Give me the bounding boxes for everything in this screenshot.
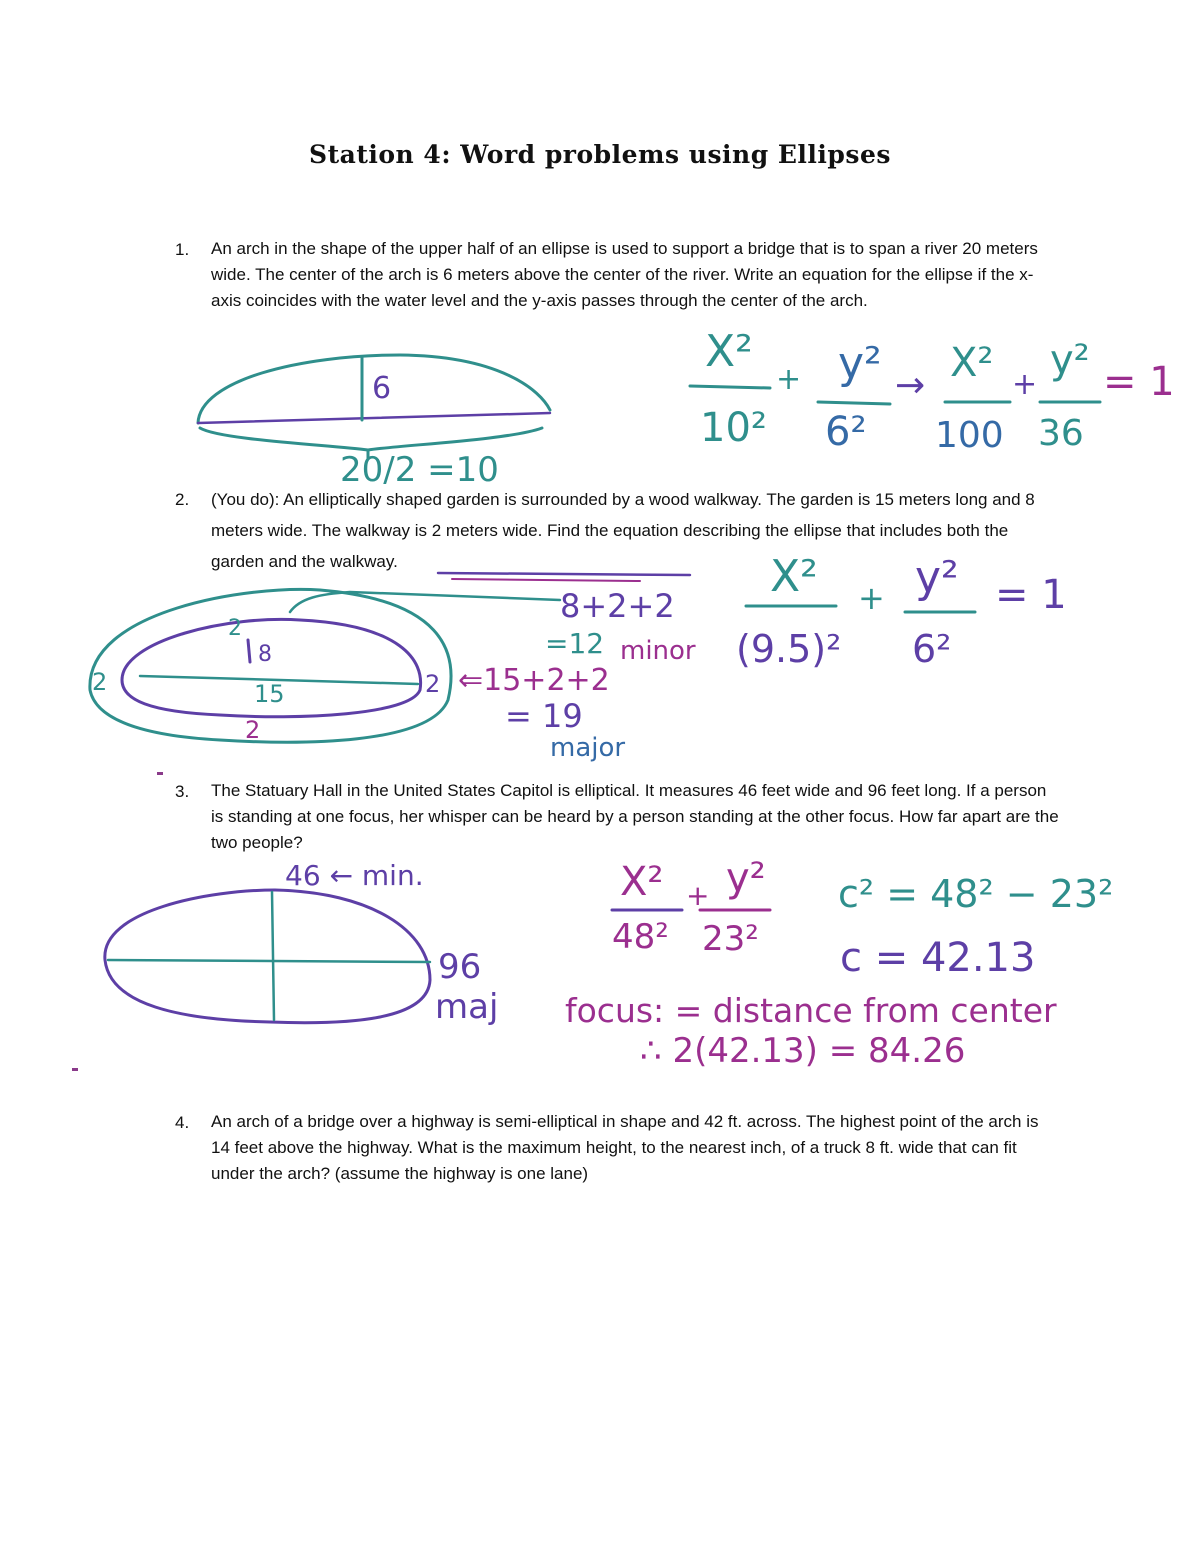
p2-label-top: 2 xyxy=(228,616,242,641)
p1-eq1-xden: 10² xyxy=(700,405,767,451)
p2-label-right: 2 xyxy=(425,670,441,698)
stray-mark xyxy=(72,1068,78,1071)
p3-ellipse-sketch xyxy=(105,890,430,1023)
p1-eq1-yden: 6² xyxy=(825,409,867,455)
p2-label-8: 8 xyxy=(258,642,272,667)
p1-eq1-x: X² xyxy=(705,326,753,377)
stray-mark xyxy=(157,772,163,775)
p3-eq-x: X² xyxy=(620,859,664,905)
p2-minor-result: =12 xyxy=(545,627,605,660)
p2-major-calc: ⇐15+2+2 xyxy=(458,663,610,698)
p3-eq-plus: + xyxy=(686,879,710,912)
p1-eq2-yden: 36 xyxy=(1038,413,1084,454)
page-title: Station 4: Word problems using Ellipses xyxy=(309,140,891,169)
p1-eq1-plus: + xyxy=(776,362,802,397)
p2-eq-y: y² xyxy=(915,552,959,603)
p3-minor-label: 46 ← min. xyxy=(285,859,424,892)
problem-1-text: An arch in the shape of the upper half of an ellipse is used to support a bridge that is to span a river 20 meters wide. The center of the arch is 6 meters above the center of the river. Write an equation for the ellipse if the x-axis coincides with the water level and the y-axis passes through the center of the arch. xyxy=(211,239,1038,310)
p2-label-left: 2 xyxy=(92,668,108,696)
problem-3-number: 3. xyxy=(175,782,190,801)
problem-2-number: 2. xyxy=(175,490,190,509)
p3-eq-y: y² xyxy=(726,855,766,901)
p2-major-word: major xyxy=(550,733,626,763)
p1-eq2-y: y² xyxy=(1050,337,1090,383)
p2-minor-word: minor xyxy=(620,636,696,666)
p2-eq-yden: 6² xyxy=(912,627,952,671)
p2-minor-calc: 8+2+2 xyxy=(560,587,675,625)
p2-major-result: = 19 xyxy=(505,697,583,735)
p1-eq2-xden: 100 xyxy=(935,415,1004,456)
p2-label-15: 15 xyxy=(254,680,285,708)
p1-eq2-plus: + xyxy=(1012,367,1038,402)
p3-focus-note: focus: = distance from center xyxy=(565,991,1057,1030)
problem-3-text: The Statuary Hall in the United States Capitol is elliptical. It measures 46 feet wide and 96 feet long. If a person is standing at one focus, her whisper can be heard by a person standing at the other focus. How far apart are the two people? xyxy=(211,781,1059,852)
p1-eq2-eq: = 1 xyxy=(1103,359,1175,405)
p2-eq-x: X² xyxy=(770,551,818,602)
p3-answer: ∴ 2(42.13) = 84.26 xyxy=(640,1031,966,1071)
p2-eq-xden: (9.5)² xyxy=(736,627,842,671)
problem-4-text: An arch of a bridge over a highway is semi-elliptical in shape and 42 ft. across. The highest point of the arch is 14 feet above the highway. What is the maximum height, to the nearest inch, of a truck 8 ft. wide that can fit under the arch? (assume the highway is one lane) xyxy=(211,1112,1039,1183)
p3-eq-yden: 23² xyxy=(702,919,759,959)
problem-2-text: (You do): An elliptically shaped garden is surrounded by a wood walkway. The garden is 15 meters long and 8 meters wide. The walkway is 2 meters wide. Find the equation describing the ellipse that includes both the garden and the walkway. xyxy=(211,490,1035,571)
p1-eq2-x: X² xyxy=(950,340,994,386)
p1-width-calc: 20/2 =10 xyxy=(340,450,499,490)
p2-eq-eq: = 1 xyxy=(995,572,1067,618)
p1-height-label: 6 xyxy=(372,371,392,406)
problem-1-number: 1. xyxy=(175,240,190,259)
p3-c-value: c = 42.13 xyxy=(840,935,1036,981)
p1-arrow: → xyxy=(895,365,926,406)
p1-eq1-y: y² xyxy=(838,338,882,389)
p3-c-squared: c² = 48² − 23² xyxy=(838,872,1114,916)
problem-4-number: 4. xyxy=(175,1113,190,1132)
p2-eq-plus: + xyxy=(858,579,885,617)
p2-label-bottom: 2 xyxy=(245,716,261,744)
p3-major-num: 96 xyxy=(438,947,482,987)
p3-major-word: maj xyxy=(435,987,499,1027)
p3-eq-xden: 48² xyxy=(612,917,669,957)
p2-underline xyxy=(438,573,690,581)
